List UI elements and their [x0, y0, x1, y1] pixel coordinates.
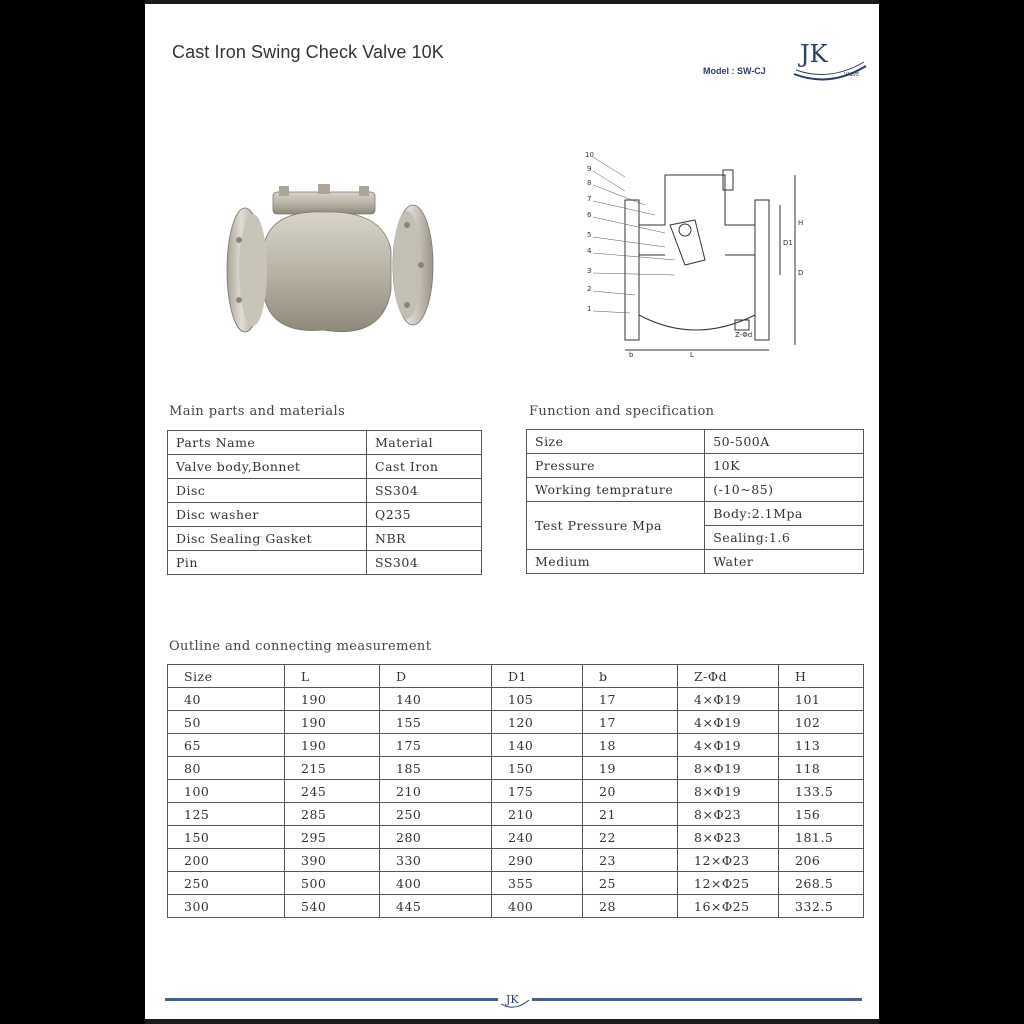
table-cell: Disc washer: [168, 503, 367, 527]
table-cell: 206: [779, 849, 864, 872]
dimension-label: L: [690, 351, 694, 359]
table-cell: NBR: [367, 527, 482, 551]
table-cell: Q235: [367, 503, 482, 527]
table-cell: 150: [492, 757, 583, 780]
table-cell: Disc Sealing Gasket: [168, 527, 367, 551]
table-cell: 240: [492, 826, 583, 849]
parts-table: [167, 430, 482, 575]
datasheet-page: [145, 0, 879, 1024]
table-cell: 4×Φ19: [678, 688, 779, 711]
table-row: [527, 502, 864, 526]
table-row: [168, 895, 864, 918]
table-cell: 245: [285, 780, 380, 803]
table-cell: 156: [779, 803, 864, 826]
outline-table: [167, 664, 864, 918]
table-row: [168, 757, 864, 780]
table-cell: 133.5: [779, 780, 864, 803]
spec-label: Size: [527, 430, 705, 454]
part-number-label: 4: [587, 247, 592, 255]
table-row: [168, 872, 864, 895]
table-cell: 300: [168, 895, 285, 918]
table-cell: 50: [168, 711, 285, 734]
spec-label: Working temprature: [527, 478, 705, 502]
spec-label: Medium: [527, 550, 705, 574]
table-row: [168, 455, 482, 479]
logo-text: JK: [800, 40, 828, 68]
part-number-label: 8: [587, 179, 592, 187]
table-cell: 185: [380, 757, 492, 780]
spec-value: (-10~85): [705, 478, 864, 502]
table-row: [168, 849, 864, 872]
dimension-label: H: [798, 219, 804, 227]
table-cell: 210: [492, 803, 583, 826]
table-cell: 210: [380, 780, 492, 803]
table-cell: 250: [380, 803, 492, 826]
part-number-label: 7: [587, 195, 592, 203]
parts-section-title: Main parts and materials: [169, 404, 346, 419]
dimension-label: Z-Φd: [735, 331, 753, 339]
table-row: [168, 780, 864, 803]
table-header-cell: D: [380, 665, 492, 688]
valve-drawing: [585, 145, 815, 360]
spec-value: Water: [705, 550, 864, 574]
table-cell: 8×Φ19: [678, 780, 779, 803]
table-row: [527, 430, 864, 454]
footer-jk-logo: [497, 986, 533, 1012]
dimension-label: D: [798, 269, 804, 277]
table-cell: 25: [583, 872, 678, 895]
table-cell: SS304: [367, 479, 482, 503]
table-cell: 280: [380, 826, 492, 849]
table-cell: Valve body,Bonnet: [168, 455, 367, 479]
table-cell: 19: [583, 757, 678, 780]
table-cell: 4×Φ19: [678, 711, 779, 734]
table-cell: 4×Φ19: [678, 734, 779, 757]
table-cell: 40: [168, 688, 285, 711]
table-cell: 125: [168, 803, 285, 826]
table-cell: 295: [285, 826, 380, 849]
table-cell: 190: [285, 688, 380, 711]
table-cell: 65: [168, 734, 285, 757]
table-cell: 400: [380, 872, 492, 895]
part-number-label: 5: [587, 231, 592, 239]
table-cell: 113: [779, 734, 864, 757]
table-row: [168, 803, 864, 826]
table-cell: 445: [380, 895, 492, 918]
table-cell: 250: [168, 872, 285, 895]
table-cell: 16×Φ25: [678, 895, 779, 918]
table-cell: 190: [285, 734, 380, 757]
table-cell: 181.5: [779, 826, 864, 849]
table-cell: 400: [492, 895, 583, 918]
table-cell: 190: [285, 711, 380, 734]
table-row: [168, 503, 482, 527]
table-cell: 140: [380, 688, 492, 711]
outline-table-body: [168, 688, 864, 918]
top-rule: [145, 0, 879, 4]
table-cell: 100: [168, 780, 285, 803]
table-cell: 330: [380, 849, 492, 872]
table-cell: 500: [285, 872, 380, 895]
table-cell: 118: [779, 757, 864, 780]
dimension-label: b: [629, 351, 634, 359]
table-cell: 268.5: [779, 872, 864, 895]
spec-label: Pressure: [527, 454, 705, 478]
table-header-cell: b: [583, 665, 678, 688]
table-cell: 105: [492, 688, 583, 711]
table-cell: 140: [492, 734, 583, 757]
table-cell: 175: [380, 734, 492, 757]
spec-label: Test Pressure Mpa: [527, 502, 705, 550]
table-cell: Disc: [168, 479, 367, 503]
spec-value: Sealing:1.6: [705, 526, 864, 550]
table-cell: 80: [168, 757, 285, 780]
table-cell: 290: [492, 849, 583, 872]
part-number-label: 6: [587, 211, 592, 219]
page-title: Cast Iron Swing Check Valve 10K: [172, 42, 444, 62]
table-cell: SS304: [367, 551, 482, 575]
table-cell: 12×Φ25: [678, 872, 779, 895]
table-row: [168, 826, 864, 849]
table-cell: 12×Φ23: [678, 849, 779, 872]
part-number-label: 10: [585, 151, 594, 159]
table-row: [168, 734, 864, 757]
footer-logo-text: JK: [506, 993, 519, 1006]
jk-logo: [790, 32, 870, 86]
table-cell: 8×Φ19: [678, 757, 779, 780]
part-number-label: 3: [587, 267, 592, 275]
table-cell: 332.5: [779, 895, 864, 918]
spec-value: 10K: [705, 454, 864, 478]
table-cell: 8×Φ23: [678, 803, 779, 826]
part-number-label: 1: [587, 305, 592, 313]
table-cell: 200: [168, 849, 285, 872]
table-cell: 155: [380, 711, 492, 734]
table-row: [168, 688, 864, 711]
table-cell: 22: [583, 826, 678, 849]
table-row: [168, 711, 864, 734]
table-header-cell: Parts Name: [168, 431, 367, 455]
part-number-label: 2: [587, 285, 592, 293]
table-cell: 102: [779, 711, 864, 734]
table-cell: 285: [285, 803, 380, 826]
table-cell: Pin: [168, 551, 367, 575]
table-cell: 20: [583, 780, 678, 803]
spec-table: [526, 429, 864, 574]
table-header-cell: H: [779, 665, 864, 688]
table-row: [168, 527, 482, 551]
table-header-row: [168, 665, 864, 688]
table-cell: 101: [779, 688, 864, 711]
table-cell: 8×Φ23: [678, 826, 779, 849]
table-cell: 150: [168, 826, 285, 849]
table-cell: 18: [583, 734, 678, 757]
spec-section-title: Function and specification: [529, 404, 715, 419]
table-cell: 355: [492, 872, 583, 895]
table-cell: 120: [492, 711, 583, 734]
table-row: [168, 551, 482, 575]
dimension-label: D1: [783, 239, 793, 247]
outline-section-title: Outline and connecting measurement: [169, 639, 432, 654]
table-header-cell: Z-Φd: [678, 665, 779, 688]
table-cell: 175: [492, 780, 583, 803]
table-cell: 28: [583, 895, 678, 918]
table-cell: 17: [583, 688, 678, 711]
table-row: [527, 550, 864, 574]
table-cell: 215: [285, 757, 380, 780]
table-cell: 21: [583, 803, 678, 826]
table-cell: 17: [583, 711, 678, 734]
table-cell: 540: [285, 895, 380, 918]
table-row: [527, 454, 864, 478]
table-header-row: [168, 431, 482, 455]
model-label: Model : SW-CJ: [703, 66, 766, 76]
table-cell: 390: [285, 849, 380, 872]
bottom-rule: [145, 1019, 879, 1024]
valve-photo: [223, 180, 443, 355]
table-row: [168, 479, 482, 503]
table-header-cell: Material: [367, 431, 482, 455]
logo-subtext: VALVE: [844, 72, 860, 78]
table-header-cell: L: [285, 665, 380, 688]
spec-value: 50-500A: [705, 430, 864, 454]
table-cell: Cast Iron: [367, 455, 482, 479]
table-header-cell: D1: [492, 665, 583, 688]
table-header-cell: Size: [168, 665, 285, 688]
spec-value: Body:2.1Mpa: [705, 502, 864, 526]
table-row: [527, 478, 864, 502]
table-cell: 23: [583, 849, 678, 872]
part-number-label: 9: [587, 165, 592, 173]
